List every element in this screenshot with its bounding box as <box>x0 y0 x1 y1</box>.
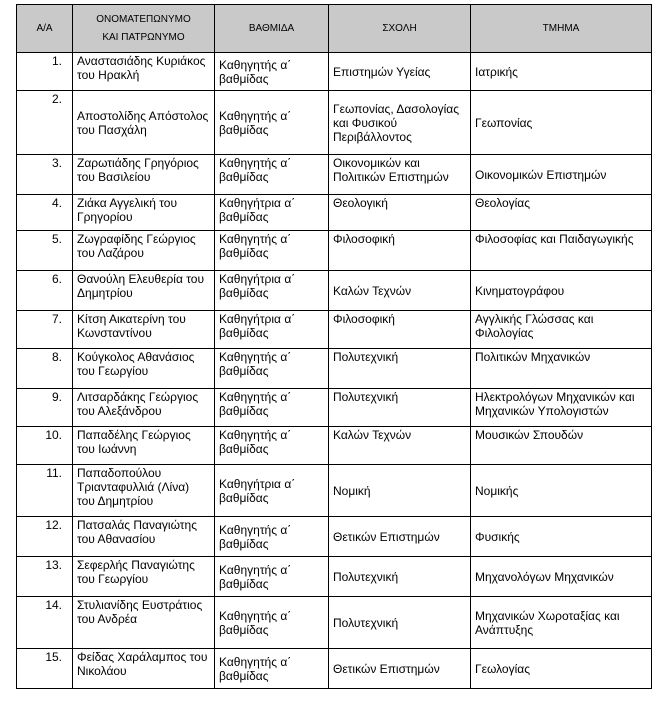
cell-rank: Καθηγητής α΄ βαθμίδας <box>215 389 329 427</box>
table-row <box>17 155 652 195</box>
table-row <box>17 311 652 349</box>
header-aa: Α/Α <box>17 5 73 53</box>
cell-name: Ζιάκα Αγγελική του Γρηγορίου <box>73 195 215 231</box>
cell-name: Παπαδοπούλου Τριανταφυλλιά (Λίνα) του Δημητρίου <box>73 465 215 517</box>
table-row <box>17 195 652 231</box>
cell-name: Πατσαλάς Παναγιώτης του Αθανασίου <box>73 517 215 557</box>
cell-aa: 4. <box>17 195 73 231</box>
header-dept: ΤΜΗΜΑ <box>471 5 652 53</box>
cell-rank: Καθηγητής α΄ βαθμίδας <box>215 557 329 597</box>
cell-rank: Καθηγήτρια α΄ βαθμίδας <box>215 271 329 311</box>
cell-rank: Καθηγητής α΄ βαθμίδας <box>215 597 329 649</box>
cell-aa: 8. <box>17 349 73 389</box>
cell-dept: Πολιτικών Μηχανικών <box>471 349 652 389</box>
cell-rank: Καθηγητής α΄ βαθμίδας <box>215 231 329 271</box>
cell-school: Θεολογική <box>329 195 471 231</box>
cell-aa: 13. <box>17 557 73 597</box>
cell-dept: Φιλοσοφίας και Παιδαγωγικής <box>471 231 652 271</box>
cell-rank: Καθηγήτρια α΄ βαθμίδας <box>215 465 329 517</box>
cell-aa: 15. <box>17 649 73 689</box>
cell-rank: Καθηγητής α΄ βαθμίδας <box>215 649 329 689</box>
cell-school: Θετικών Επιστημών <box>329 649 471 689</box>
cell-school: Πολυτεχνική <box>329 389 471 427</box>
cell-dept: Γεωπονίας <box>471 91 652 155</box>
cell-dept: Αγγλικής Γλώσσας και Φιλολογίας <box>471 311 652 349</box>
table-row <box>17 465 652 517</box>
cell-name: Αναστασιάδης Κυριάκος του Ηρακλή <box>73 53 215 91</box>
cell-name: Ζωγραφίδης Γεώργιος του Λαζάρου <box>73 231 215 271</box>
cell-rank: Καθηγήτρια α΄ βαθμίδας <box>215 311 329 349</box>
cell-dept: Μουσικών Σπουδών <box>471 427 652 465</box>
header-name-line1: ΟΝΟΜΑΤΕΠΩΝΥΜΟ <box>96 13 191 25</box>
cell-dept: Ηλεκτρολόγων Μηχανικών και Μηχανικών Υπολογιστών <box>471 389 652 427</box>
cell-aa: 6. <box>17 271 73 311</box>
cell-rank: Καθηγητής α΄ βαθμίδας <box>215 517 329 557</box>
cell-aa: 9. <box>17 389 73 427</box>
cell-aa: 14. <box>17 597 73 649</box>
cell-school: Θετικών Επιστημών <box>329 517 471 557</box>
cell-aa: 2. <box>17 91 73 155</box>
cell-dept: Νομικής <box>471 465 652 517</box>
table-row <box>17 389 652 427</box>
cell-aa: 10. <box>17 427 73 465</box>
cell-dept: Μηχανολόγων Μηχανικών <box>471 557 652 597</box>
cell-dept: Οικονομικών Επιστημών <box>471 155 652 195</box>
cell-name: Παπαδέλης Γεώργιος του Ιωάννη <box>73 427 215 465</box>
table-body <box>17 53 652 689</box>
cell-school: Καλών Τεχνών <box>329 271 471 311</box>
cell-name: Φείδας Χαράλαμπος του Νικολάου <box>73 649 215 689</box>
cell-aa: 5. <box>17 231 73 271</box>
cell-aa: 11. <box>17 465 73 517</box>
header-name-line2: ΚΑΙ ΠΑΤΡΩΝΥΜΟ <box>102 31 185 43</box>
cell-dept: Θεολογίας <box>471 195 652 231</box>
cell-school: Οικονομικών και Πολιτικών Επιστημών <box>329 155 471 195</box>
cell-dept: Κινηματογράφου <box>471 271 652 311</box>
cell-rank: Καθηγητής α΄ βαθμίδας <box>215 427 329 465</box>
cell-school: Φιλοσοφική <box>329 311 471 349</box>
table-header <box>17 5 652 53</box>
cell-rank: Καθηγητής α΄ βαθμίδας <box>215 53 329 91</box>
cell-dept: Φυσικής <box>471 517 652 557</box>
cell-aa: 12. <box>17 517 73 557</box>
cell-aa: 3. <box>17 155 73 195</box>
cell-school: Καλών Τεχνών <box>329 427 471 465</box>
cell-school: Φιλοσοφική <box>329 231 471 271</box>
table-row <box>17 231 652 271</box>
cell-dept: Γεωλογίας <box>471 649 652 689</box>
cell-school: Επιστημών Υγείας <box>329 53 471 91</box>
cell-dept: Μηχανικών Χωροταξίας και Ανάπτυξης <box>471 597 652 649</box>
cell-name: Σεφερλής Παναγιώτης του Γεωργίου <box>73 557 215 597</box>
cell-name: Ζαρωτιάδης Γρηγόριος του Βασιλείου <box>73 155 215 195</box>
header-rank: ΒΑΘΜΙΔΑ <box>215 5 329 53</box>
table-row <box>17 271 652 311</box>
cell-aa: 7. <box>17 311 73 349</box>
table-row <box>17 649 652 689</box>
table-row <box>17 427 652 465</box>
cell-name: Κούγκολος Αθανάσιος του Γεωργίου <box>73 349 215 389</box>
table-row <box>17 91 652 155</box>
cell-name: Αποστολίδης Απόστολος του Πασχάλη <box>73 91 215 155</box>
cell-name: Στυλιανίδης Ευστράτιος του Ανδρέα <box>73 597 215 649</box>
cell-school: Πολυτεχνική <box>329 597 471 649</box>
cell-school: Γεωπονίας, Δασολογίας και Φυσικού Περιβάλλοντος <box>329 91 471 155</box>
cell-aa: 1. <box>17 53 73 91</box>
table-row <box>17 557 652 597</box>
table-row <box>17 349 652 389</box>
cell-rank: Καθηγητής α΄ βαθμίδας <box>215 349 329 389</box>
cell-dept: Ιατρικής <box>471 53 652 91</box>
header-name <box>73 5 215 53</box>
table-row <box>17 597 652 649</box>
faculty-table <box>16 4 652 689</box>
cell-school: Νομική <box>329 465 471 517</box>
cell-name: Θανούλη Ελευθερία του Δημητρίου <box>73 271 215 311</box>
cell-rank: Καθηγήτρια α΄ βαθμίδας <box>215 195 329 231</box>
cell-school: Πολυτεχνική <box>329 557 471 597</box>
table-row <box>17 53 652 91</box>
cell-name: Κίτση Αικατερίνη του Κωνσταντίνου <box>73 311 215 349</box>
header-row <box>17 5 652 53</box>
header-school: ΣΧΟΛΗ <box>329 5 471 53</box>
cell-name: Λιτσαρδάκης Γεώργιος του Αλεξάνδρου <box>73 389 215 427</box>
cell-rank: Καθηγητής α΄ βαθμίδας <box>215 155 329 195</box>
cell-rank: Καθηγητής α΄ βαθμίδας <box>215 91 329 155</box>
table-row <box>17 517 652 557</box>
cell-school: Πολυτεχνική <box>329 349 471 389</box>
